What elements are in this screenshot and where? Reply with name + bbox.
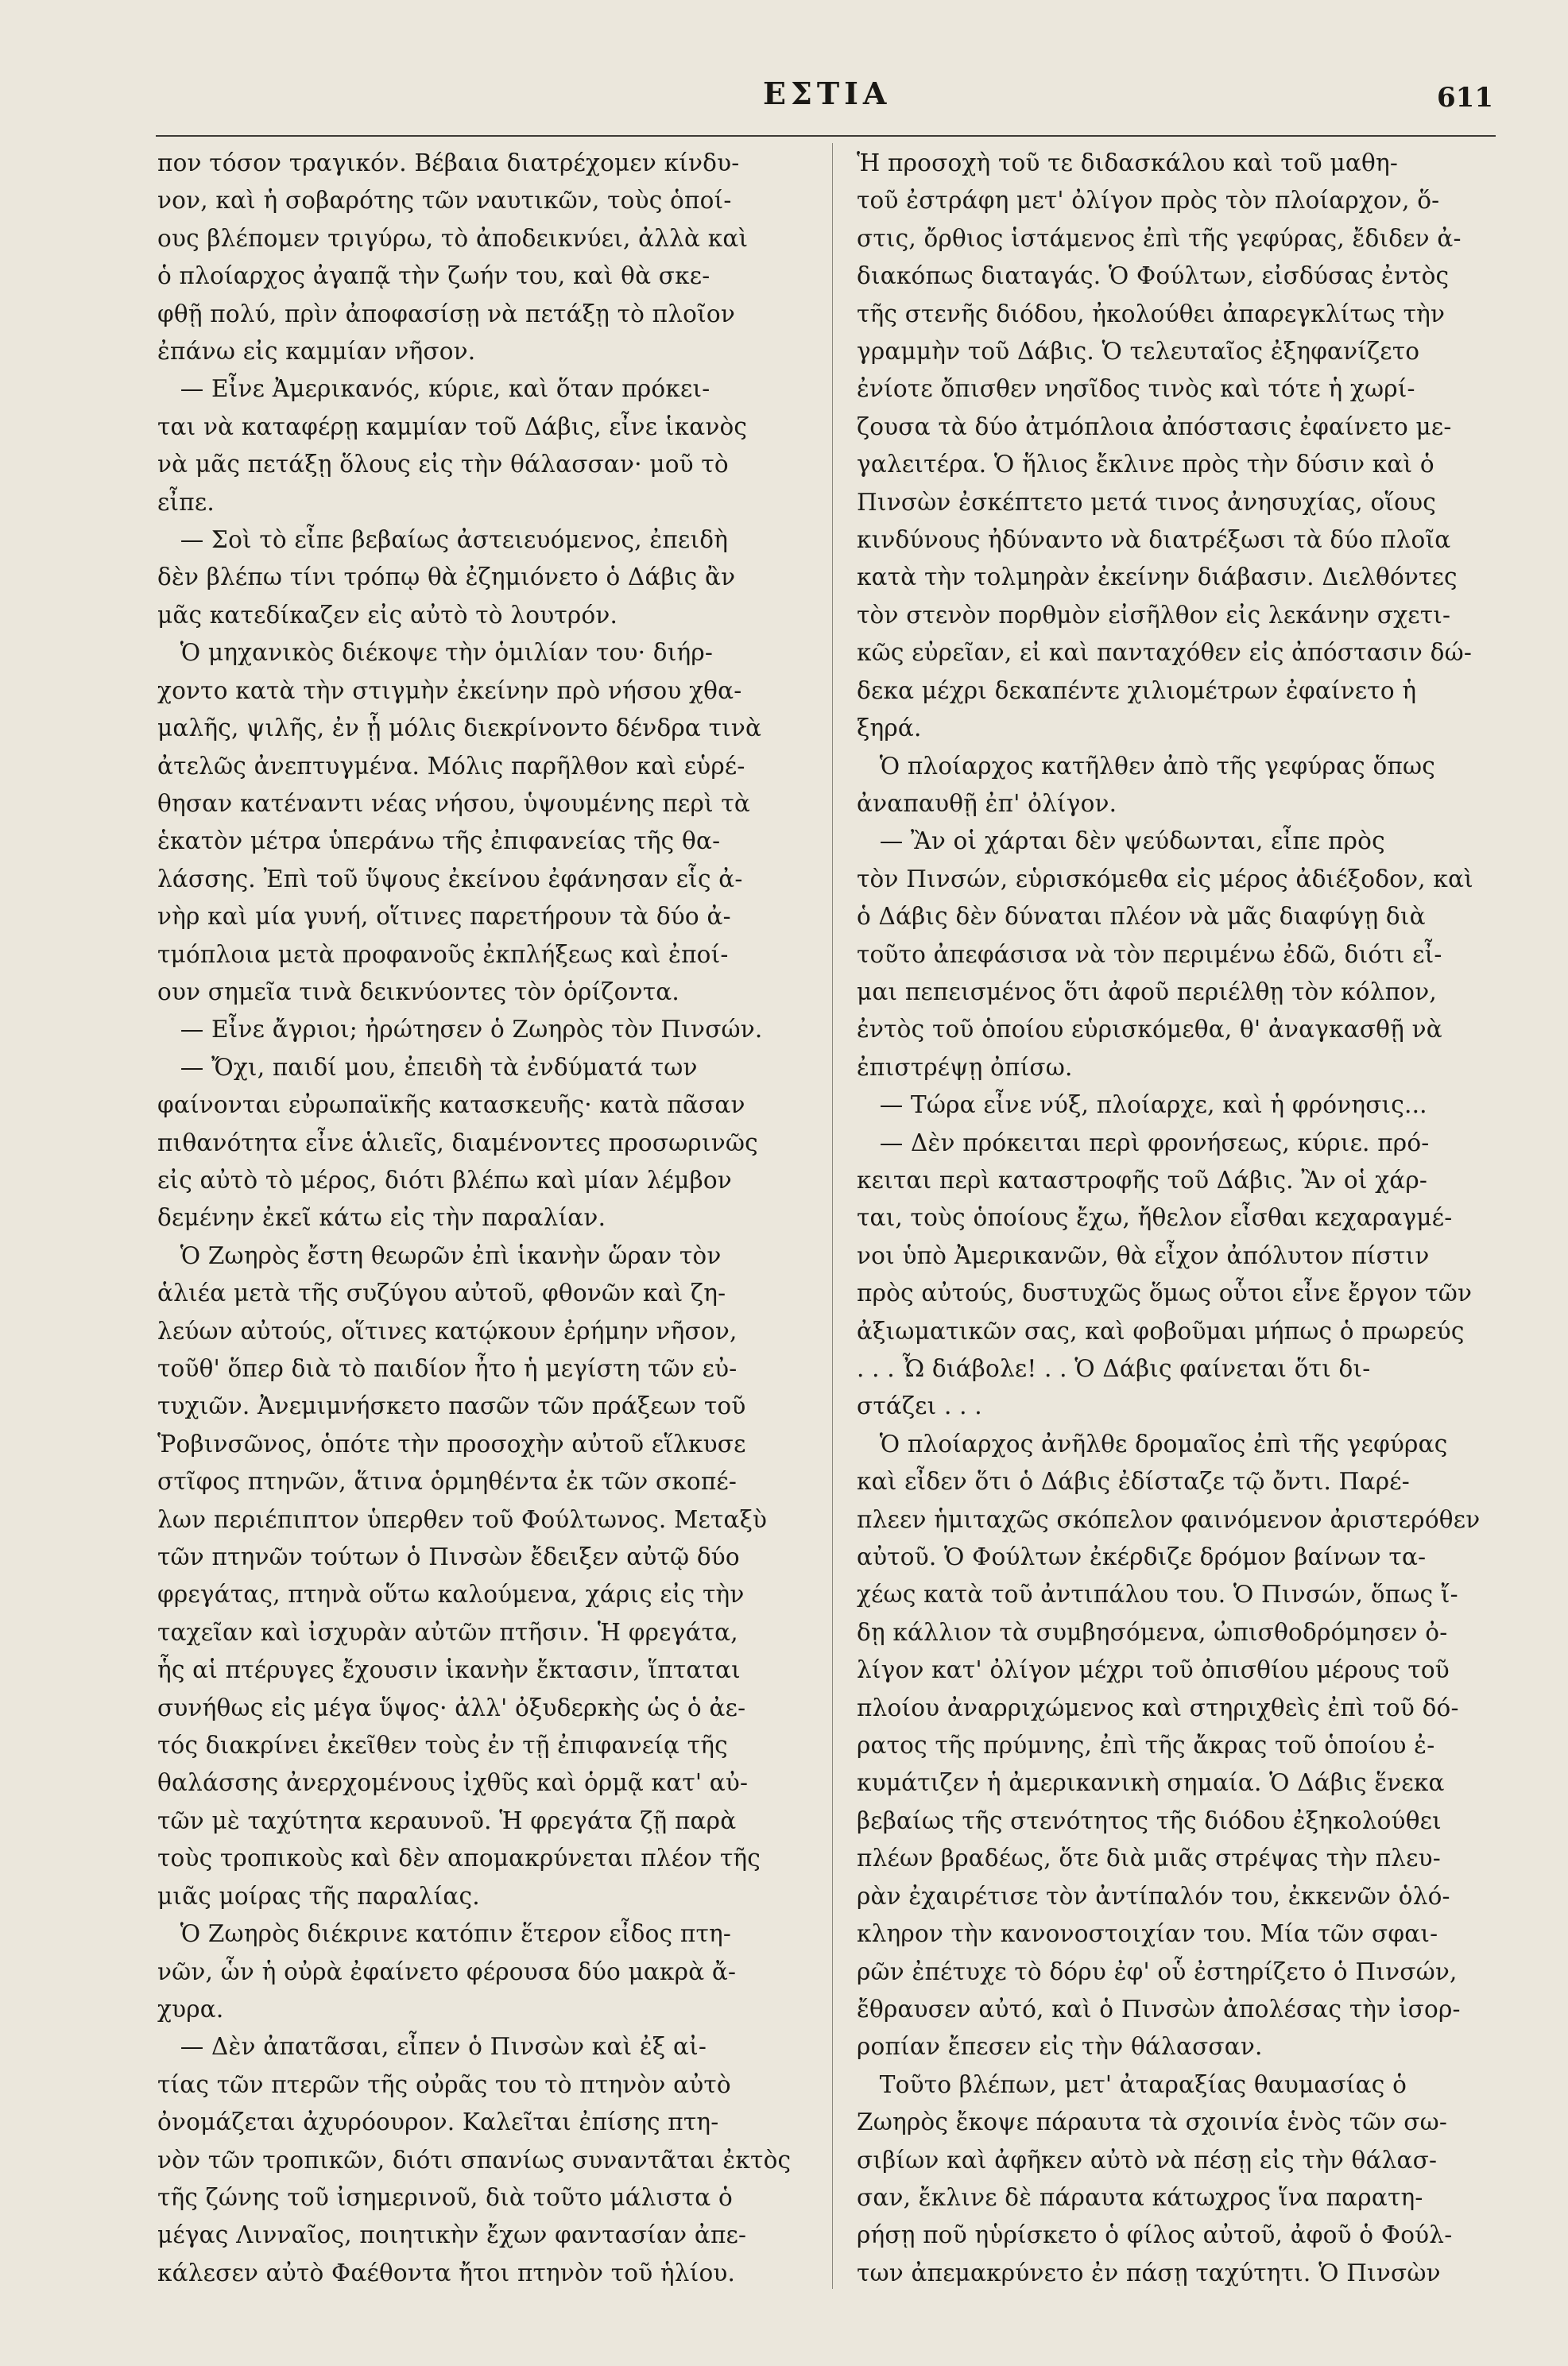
right-column-text: Ἡ προσοχὴ τοῦ τε διδασκάλου καὶ τοῦ μαθη- τοῦ ἐστράφη μετ' ὀλίγον πρὸς τὸν πλοίαρχον, ὅ- στις, ὄρθιος ἱστάμενος ἐπὶ τῆς γεφύρας, ἔδιδεν ἀ- διακόπως διαταγάς. Ὁ Φούλτων, εἰσδύσας ἐντὸς τῆς στενῆς διόδου, ἠκολούθει ἀπαρεγκλίτως τὴν γραμμὴν τοῦ Δάβις. Ὁ τελευταῖος ἐξηφανίζετο ἐνίοτε ὄπισθεν νησῖδος τινὸς καὶ τότε ἡ χωρί- ζουσα τὰ δύο ἀτμόπλοια ἀπόστασις ἐφαίνετο με- γαλειτέρα. Ὁ ἥλιος ἔκλινε πρὸς τὴν δύσιν καὶ ὁ Πινσὼν ἐσκέπτετο μετά τινος ἀνησυχίας, οἵους κινδύνους ἠδύναντο νὰ διατρέξωσι τὰ δύο πλοῖα κατὰ τὴν τολμηρὰν ἐκείνην διάβασιν. Διελθόντες τὸν στενὸν πορθμὸν εἰσῆλθον εἰς λεκάνην σχετι- κῶς εὐρεῖαν, εἰ καὶ πανταχόθεν εἰς ἀπόστασιν δώ- δεκα μέχρι δεκαπέντε χιλιομέτρων ἐφαίνετο ἡ ξηρά. Ὁ πλοίαρχος κατῆλθεν ἀπὸ τῆς γεφύρας ὅπως ἀναπαυθῇ ἐπ' ὀλίγον. — Ἂν οἱ χάρται δὲν ψεύδωνται, εἶπε πρὸς τὸν Πινσών, εὑρισκόμεθα εἰς μέρος ἀδιέξοδον, καὶ ὁ Δάβις δὲν δύναται πλέον νὰ μᾶς διαφύγῃ διὰ τοῦτο ἀπεφάσισα νὰ τὸν περιμένω ἐδῶ, διότι εἶ- μαι πεπεισμένος ὅτι ἀφοῦ περιέλθῃ τὸν κόλπον, ἐντὸς τοῦ ὁποίου εὑρισκόμεθα, θ' ἀναγκασθῇ νὰ ἐπιστρέψῃ ὀπίσω. — Τώρα εἶνε νύξ, πλοίαρχε, καὶ ἡ φρόνησις... — Δὲν πρόκειται περὶ φρονήσεως, κύριε. πρό- κειται περὶ καταστροφῆς τοῦ Δάβις. Ἂν οἱ χάρ- ται, τοὺς ὁποίους ἔχω, ἤθελον εἶσθαι κεχαραγμέ- νοι ὑπὸ Ἀμερικανῶν, θὰ εἶχον ἀπόλυτον πίστιν πρὸς αὐτούς, δυστυχῶς ὅμως οὗτοι εἶνε ἔργον τῶν ἀξιωματικῶν σας, καὶ φοβοῦμαι μήπως ὁ πρωρεύς . . . Ὦ διάβολε! . . Ὁ Δάβις φαίνεται ὅτι δι- στάζει . . . Ὁ πλοίαρχος ἀνῆλθε δρομαῖος ἐπὶ τῆς γεφύρας καὶ εἶδεν ὅτι ὁ Δάβις ἐδίσταζε τῷ ὄντι. Παρέ- πλεεν ἡμιταχῶς σκόπελον φαινόμενον ἀριστερόθεν αὐτοῦ. Ὁ Φούλτων ἐκέρδιζε δρόμον βαίνων τα- χέως κατὰ τοῦ ἀντιπάλου του. Ὁ Πινσών, ὅπως ἴ- δῃ κάλλιον τὰ συμβησόμενα, ὠπισθοδρόμησεν ὀ- λίγον κατ' ὀλίγον μέχρι τοῦ ὀπισθίου μέρους τοῦ πλοίου ἀναρριχώμενος καὶ στηριχθεὶς ἐπὶ τοῦ δό- ρατος τῆς πρύμνης, ἐπὶ τῆς ἄκρας τοῦ ὁποίου ἐ- κυμάτιζεν ἡ ἀμερικανικὴ σημαία. Ὁ Δάβις ἕνεκα βεβαίως τῆς στενότητος τῆς διόδου ἐξηκολούθει πλέων βραδέως, ὅτε διὰ μιᾶς στρέψας τὴν πλευ- ρὰν ἐχαιρέτισε τὸν ἀντίπαλόν του, ἐκκενῶν ὁλό- κληρον τὴν κανονοστοιχίαν του. Μία τῶν σφαι- ρῶν ἐπέτυχε τὸ δόρυ ἐφ' οὗ ἐστηρίζετο ὁ Πινσών, ἔθραυσεν αὐτό, καὶ ὁ Πινσὼν ἀπολέσας τὴν ἰσορ- ροπίαν ἔπεσεν εἰς τὴν θάλασσαν. Τοῦτο βλέπων, μετ' ἀταραξίας θαυμασίας ὁ Ζωηρὸς ἔκοψε πάραυτα τὰ σχοινία ἑνὸς τῶν σω- σιβίων καὶ ἀφῆκεν αὐτὸ νὰ πέσῃ εἰς τὴν θάλασ- σαν, ἔκλινε δὲ πάραυτα κάτωχρος ἵνα παρατη- ρήσῃ ποῦ ηὑρίσκετο ὁ φίλος αὐτοῦ, ἀφοῦ ὁ Φούλ- των ἀπεμακρύνετο ἐν πάσῃ ταχύτητι. Ὁ Πινσὼν — [857, 149, 1481, 2287]
header-rule — [156, 135, 1496, 137]
page-header — [0, 76, 1568, 123]
column-divider — [832, 143, 833, 2289]
running-title: ΕΣΤΙΑ — [763, 76, 892, 111]
page-number: 611 — [1437, 82, 1493, 114]
left-column — [157, 145, 817, 2346]
left-column-text: πον τόσον τραγικόν. Βέβαια διατρέχομεν κίνδυ- νον, καὶ ἡ σοβαρότης τῶν ναυτικῶν, τοὺς ὁποί- ους βλέπομεν τριγύρω, τὸ ἀποδεικνύει, ἀλλὰ καὶ ὁ πλοίαρχος ἀγαπᾷ τὴν ζωήν του, καὶ θὰ σκε- φθῇ πολύ, πρὶν ἀποφασίσῃ νὰ πετάξῃ τὸ πλοῖον ἐπάνω εἰς καμμίαν νῆσον. — Εἶνε Ἀμερικανός, κύριε, καὶ ὅταν πρόκει- ται νὰ καταφέρῃ καμμίαν τοῦ Δάβις, εἶνε ἱκανὸς νὰ μᾶς πετάξῃ ὅλους εἰς τὴν θάλασσαν· μοῦ τὸ εἶπε. — Σοὶ τὸ εἶπε βεβαίως ἀστειευόμενος, ἐπειδὴ δὲν βλέπω τίνι τρόπῳ θὰ ἐζημιόνετο ὁ Δάβις ἂν μᾶς κατεδίκαζεν εἰς αὐτὸ τὸ λουτρόν. Ὁ μηχανικὸς διέκοψε τὴν ὁμιλίαν του· διήρ- χοντο κατὰ τὴν στιγμὴν ἐκείνην πρὸ νήσου χθα- μαλῆς, ψιλῆς, ἐν ᾗ μόλις διεκρίνοντο δένδρα τινὰ ἀτελῶς ἀνεπτυγμένα. Μόλις παρῆλθον καὶ εὑρέ- θησαν κατέναντι νέας νήσου, ὑψουμένης περὶ τὰ ἑκατὸν μέτρα ὑπεράνω τῆς ἐπιφανείας τῆς θα- λάσσης. Ἐπὶ τοῦ ὕψους ἐκείνου ἐφάνησαν εἷς ἀ- νὴρ καὶ μία γυνή, οἵτινες παρετήρουν τὰ δύο ἀ- τμόπλοια μετὰ προφανοῦς ἐκπλήξεως καὶ ἐποί- ουν σημεῖα τινὰ δεικνύοντες τὸν ὁρίζοντα. — Εἶνε ἄγριοι; ἠρώτησεν ὁ Ζωηρὸς τὸν Πινσών. — Ὄχι, παιδί μου, ἐπειδὴ τὰ ἐνδύματά των φαίνονται εὐρωπαϊκῆς κατασκευῆς· κατὰ πᾶσαν πιθανότητα εἶνε ἁλιεῖς, διαμένοντες προσωρινῶς εἰς αὐτὸ τὸ μέρος, διότι βλέπω καὶ μίαν λέμβον δεμένην ἐκεῖ κάτω εἰς τὴν παραλίαν. Ὁ Ζωηρὸς ἔστη θεωρῶν ἐπὶ ἱκανὴν ὥραν τὸν ἁλιέα μετὰ τῆς συζύγου αὐτοῦ, φθονῶν καὶ ζη- λεύων αὐτούς, οἵτινες κατῴκουν ἐρήμην νῆσον, τοῦθ' ὅπερ διὰ τὸ παιδίον ἦτο ἡ μεγίστη τῶν εὐ- τυχιῶν. Ἀνεμιμνήσκετο πασῶν τῶν πράξεων τοῦ Ῥοβινσῶνος, ὁπότε τὴν προσοχὴν αὐτοῦ εἵλκυσε στῖφος πτηνῶν, ἅτινα ὁρμηθέντα ἐκ τῶν σκοπέ- λων περιέπιπτον ὑπερθεν τοῦ Φούλτωνος. Μεταξὺ τῶν πτηνῶν τούτων ὁ Πινσὼν ἔδειξεν αὐτῷ δύο φρεγάτας, πτηνὰ οὕτω καλούμενα, χάρις εἰς τὴν ταχεῖαν καὶ ἰσχυρὰν αὐτῶν πτῆσιν. Ἡ φρεγάτα, ἧς αἱ πτέρυγες ἔχουσιν ἱκανὴν ἔκτασιν, ἵπταται συνήθως εἰς μέγα ὕψος· ἀλλ' ὀξυδερκὴς ὡς ὁ ἀε- τός διακρίνει ἐκεῖθεν τοὺς ἐν τῇ ἐπιφανείᾳ τῆς θαλάσσης ἀνερχομένους ἰχθῦς καὶ ὁρμᾷ κατ' αὐ- τῶν μὲ ταχύτητα κεραυνοῦ. Ἡ φρεγάτα ζῇ παρὰ τοὺς τροπικοὺς καὶ δὲν απομακρύνεται πλέον τῆς μιᾶς μοίρας τῆς παραλίας. Ὁ Ζωηρὸς διέκρινε κατόπιν ἕτερον εἶδος πτη- νῶν, ὧν ἡ οὐρὰ ἐφαίνετο φέρουσα δύο μακρὰ ἄ- χυρα. — Δὲν ἀπατᾶσαι, εἶπεν ὁ Πινσὼν καὶ ἐξ αἰ- τίας τῶν πτερῶν τῆς οὐρᾶς του τὸ πτηνὸν αὐτὸ ὀνομάζεται ἀχυρόουρον. Καλεῖται ἐπίσης πτη- νὸν τῶν τροπικῶν, διότι σπανίως συναντᾶται ἐκτὸς τῆς ζώνης τοῦ ἰσημερινοῦ, διὰ τοῦτο μάλιστα ὁ μέγας Λινναῖος, ποιητικὴν ἔχων φαντασίαν ἀπε- κάλεσεν αὐτὸ Φαέθοντα ἤτοι πτηνὸν τοῦ ἡλίου. — [157, 149, 792, 2287]
right-column — [857, 145, 1516, 2346]
